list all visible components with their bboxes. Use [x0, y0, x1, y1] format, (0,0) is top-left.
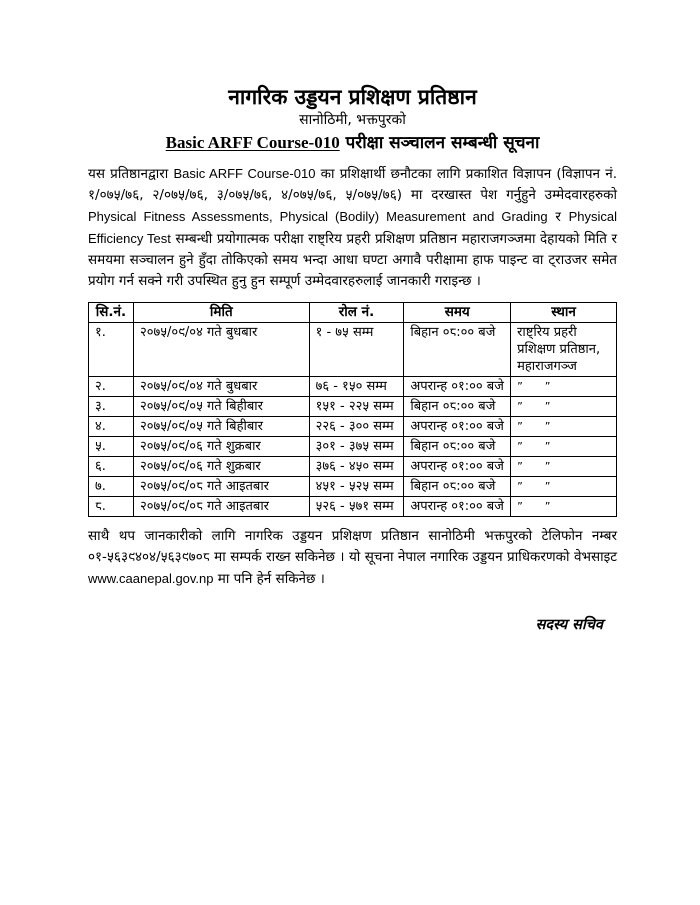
- cell-serial: २.: [89, 377, 134, 397]
- cell-roll: २२६ - ३०० सम्म: [309, 417, 404, 437]
- intro-test-names-1: Physical Fitness Assessments, Physical (Bodily) Measurement and Grading: [88, 209, 548, 225]
- intro-seg-1: यस प्रतिष्ठानद्वारा: [88, 166, 174, 183]
- cell-time: अपरान्ह ०१:०० बजे: [404, 497, 511, 517]
- table-row: [89, 457, 617, 477]
- col-header-time: समय: [404, 303, 511, 323]
- cell-venue-ditto: ” ”: [511, 397, 617, 417]
- cell-venue-ditto: ” ”: [511, 497, 617, 517]
- cell-time: बिहान ०८:०० बजे: [404, 437, 511, 457]
- cell-venue-ditto: ” ”: [511, 377, 617, 397]
- footer-seg-3: मा पनि हेर्न सकिनेछ ।: [213, 571, 325, 588]
- intro-paragraph: [88, 163, 617, 292]
- footer-paragraph: [88, 526, 617, 590]
- document-header: [88, 84, 617, 154]
- table-row: [89, 377, 617, 397]
- cell-venue-ditto: ” ”: [511, 457, 617, 477]
- cell-roll: ४५१ - ५२५ सम्म: [309, 477, 404, 497]
- cell-serial: १.: [89, 323, 134, 377]
- cell-serial: ७.: [89, 477, 134, 497]
- cell-date: २०७५/०९/०८ गते आइतबार: [133, 477, 309, 497]
- col-header-serial: सि.नं.: [89, 303, 134, 323]
- cell-date: २०७५/०९/०६ गते शुक्रबार: [133, 457, 309, 477]
- cell-time: अपरान्ह ०१:०० बजे: [404, 417, 511, 437]
- exam-schedule-table: [88, 302, 617, 517]
- cell-serial: ४.: [89, 417, 134, 437]
- cell-roll: ३०१ - ३७५ सम्म: [309, 437, 404, 457]
- signatory-title: सदस्य सचिव: [535, 617, 603, 634]
- cell-time: अपरान्ह ०१:०० बजे: [404, 457, 511, 477]
- table-row: [89, 417, 617, 437]
- cell-time: अपरान्ह ०१:०० बजे: [404, 377, 511, 397]
- cell-date: २०७५/०९/०५ गते बिहीबार: [133, 397, 309, 417]
- cell-serial: ३.: [89, 397, 134, 417]
- cell-venue-ditto: ” ”: [511, 417, 617, 437]
- intro-course-name: Basic ARFF Course-010: [173, 166, 316, 182]
- intro-seg-3: का प्रशिक्षार्थी छनौटका लागि प्रकाशित विज्ञापन (विज्ञापन नं. १/०७५/७६, २/०७५/७६, ३/०७५/७६, ४/०७५/७६, ५/०७५/७६) मा दरखास्त पेश गर्नुहुने उम्मेदवारहरुको: [88, 166, 617, 204]
- cell-date: २०७५/०९/०६ गते शुक्रबार: [133, 437, 309, 457]
- cell-date: २०७५/०९/०८ गते आइतबार: [133, 497, 309, 517]
- cell-roll: १ - ७५ सम्म: [309, 323, 404, 377]
- col-header-date: मिति: [133, 303, 309, 323]
- course-name: Basic ARFF Course-010: [165, 133, 340, 153]
- notice-title-nepali: परीक्षा सञ्चालन सम्बन्धी सूचना: [339, 133, 540, 154]
- organization-name: नागरिक उड्डयन प्रशिक्षण प्रतिष्ठान: [228, 85, 477, 109]
- cell-venue: राष्ट्रिय प्रहरी प्रशिक्षण प्रतिष्ठान, महाराजगञ्ज: [511, 323, 617, 377]
- organization-address: सानोठिमी, भक्तपुरको: [299, 112, 406, 129]
- notice-title: [88, 132, 617, 154]
- cell-roll: ७६ - १५० सम्म: [309, 377, 404, 397]
- cell-serial: ६.: [89, 457, 134, 477]
- table-row: [89, 477, 617, 497]
- website-url: www.caanepal.gov.np: [88, 571, 214, 587]
- table-row: [89, 323, 617, 377]
- table-row: [89, 437, 617, 457]
- cell-time: बिहान ०८:०० बजे: [404, 323, 511, 377]
- cell-roll: ३७६ - ४५० सम्म: [309, 457, 404, 477]
- cell-venue-ditto: ” ”: [511, 437, 617, 457]
- col-header-venue: स्थान: [511, 303, 617, 323]
- cell-serial: ५.: [89, 437, 134, 457]
- cell-venue-ditto: ” ”: [511, 477, 617, 497]
- intro-seg-7: सम्बन्धी प्रयोगात्मक परीक्षा राष्ट्रिय प्रहरी प्रशिक्षण प्रतिष्ठान महाराजगञ्जमा देहायको मिति र समयमा सञ्चालन हुने हुँदा तोकिएको समय भन्दा आधा घण्टा अगावै परीक्षामा हाफ पाइन्ट वा ट्राउजर समेत प्रयोग गर्न सक्ने गरी उपस्थित हुनु हुन सम्पूर्ण उम्मेदवारहरुलाई जानकारी गराइन्छ ।: [88, 231, 617, 290]
- cell-serial: ८.: [89, 497, 134, 517]
- footer-seg-1: साथै थप जानकारीको लागि नागरिक उड्डयन प्रशिक्षण प्रतिष्ठान सानोठिमी भक्तपुरको टेलिफोन नम्बर ०१-५६३९४०४/५६३९७०८ मा सम्पर्क राख्न सकिनेछ । यो सूचना नेपाल नगारिक उड्डयन प्राधिकरणको वेभसाइट: [88, 528, 617, 566]
- cell-roll: ५२६ - ५७१ सम्म: [309, 497, 404, 517]
- intro-seg-5: र: [547, 209, 569, 226]
- cell-roll: १५१ - २२५ सम्म: [309, 397, 404, 417]
- table-row: [89, 397, 617, 417]
- cell-time: बिहान ०८:०० बजे: [404, 397, 511, 417]
- col-header-roll: रोल नं.: [309, 303, 404, 323]
- cell-date: २०७५/०९/०५ गते बिहीबार: [133, 417, 309, 437]
- intro-test-names-2: Physical Efficiency Test: [88, 209, 617, 247]
- cell-time: बिहान ०८:०० बजे: [404, 477, 511, 497]
- table-header-row: [89, 303, 617, 323]
- table-row: [89, 497, 617, 517]
- cell-date: २०७५/०९/०४ गते बुधबार: [133, 377, 309, 397]
- cell-date: २०७५/०९/०४ गते बुधबार: [133, 323, 309, 377]
